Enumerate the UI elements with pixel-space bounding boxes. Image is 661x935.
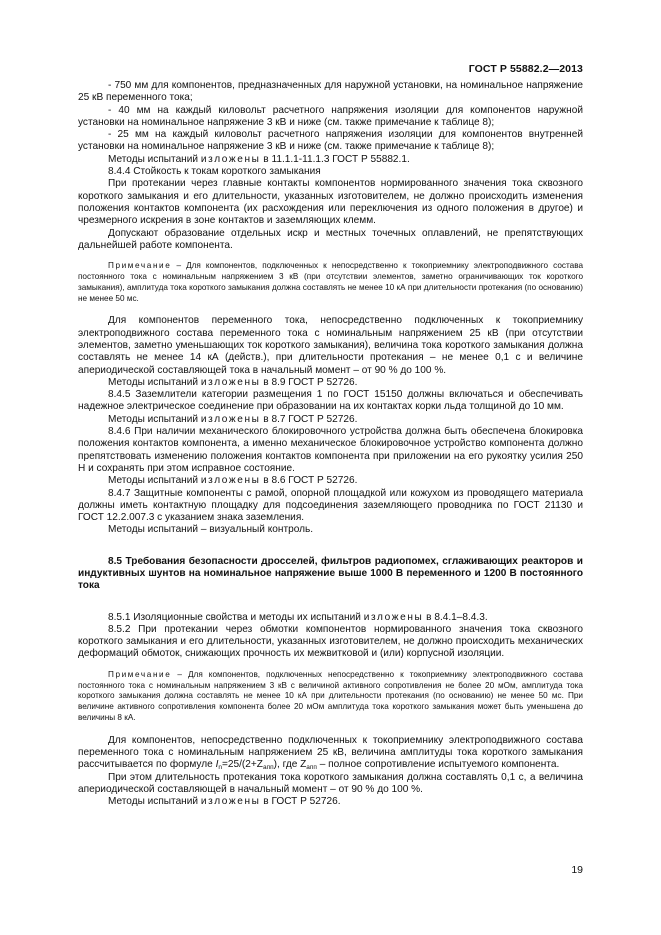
note-label: Примечание — [108, 261, 172, 271]
clause-8-5-2: 8.5.2 При протекании через обмотки компонентов нормированного значения тока сквозного короткого замыкания и его длительности, указанных изготовителем, не должно происходить механических деформаций обмоток, снижающих прочность их межвитковой и (или) корпусной изоляции. — [78, 623, 583, 660]
paragraph-test-methods-1: Методы испытаний изложены в 11.1.1-11.1.3 ГОСТ Р 55882.1. — [108, 153, 410, 165]
paragraph-duration: При этом длительность протекания тока короткого замыкания должна составлять 0,1 с, а величина апериодической составляющей в начальный момент – от 90 % до 100 %. — [78, 771, 583, 795]
document-header: ГОСТ Р 55882.2—2013 — [468, 63, 583, 75]
paragraph-ac-components: Для компонентов переменного тока, непосредственно подключенных к токоприемнику электроподвижного состава переменного тока с номинальным напряжением 25 кВ (при отсутствии элементов, заметно уменьшающих ток короткого замыкания), величина тока короткого замыкания должна составлять не менее 14 кА (действ.), при длительности протекания – не менее 0,1 с и величине апериодической составляющей тока в начальный момент – от 90 % до 100 %. — [78, 315, 583, 376]
note-1: Примечание – Для компонентов, подключенных к непосредственно к токоприемнику электроподвижного состава постоянного тока с номинальным напряжением 3 кВ (при отсутствии элементов, заметно ограничивающих ток короткого замыкания), амплитуда тока короткого замыкания должна составлять не менее 10 кА при длительности протекания (по основанию) не менее 50 мс. — [78, 261, 583, 303]
section-8-5-heading: 8.5 Требования безопасности дросселей, фильтров радиопомех, сглаживающих реакторов и индуктивных шунтов на номинальное напряжение выше 1000 В переменного и 1200 В постоянного тока — [78, 555, 583, 592]
paragraph-25mm: - 25 мм на каждый киловольт расчетного напряжения изоляции для компонентов внутренней установки на номинальное напряжение 3 кВ и ниже (см. также примечание к таблице 8); — [78, 129, 583, 153]
paragraph-40mm: - 40 мм на каждый киловольт расчетного напряжения изоляции для компонентов наружной установки на номинальное напряжение 3 кВ и ниже (см. также примечание к таблице 8); — [78, 104, 583, 128]
clause-8-5-1: 8.5.1 Изоляционные свойства и методы их испытаний изложены в 8.4.1–8.4.3. — [108, 611, 488, 623]
clause-8-4-4-title: 8.4.4 Стойкость к токам короткого замыкания — [108, 166, 321, 178]
page-number: 19 — [571, 864, 583, 876]
document-body — [78, 80, 583, 809]
note-label: Примечание — [108, 669, 172, 679]
clause-8-4-6: 8.4.6 При наличии механического блокировочного устройства должна быть обеспечена блокировка положения контактов компонента, а именно механическое блокировочное устройство компонента должно препятствовать изменению положения контактов компонента при приложении на его рукоятку усилия 250 Н и сохранять при этом исправное состояние. — [78, 426, 583, 474]
paragraph-visual-control: Методы испытаний – визуальный контроль. — [108, 524, 314, 536]
paragraph-short-circuit: При протекании через главные контакты компонентов нормированного значения тока сквозного короткого замыкания и его длительности, указанных изготовителем, не должно происходить изменения положения контактов компонента (их расхождения или переключения из одного положения в другое) и чрезмерного искрения в зоне контактов и заземляющих клемм. — [78, 178, 583, 227]
paragraph-test-methods-5: Методы испытаний изложены в ГОСТ Р 52726. — [108, 796, 341, 808]
paragraph-formula: Для компонентов, непосредственно подключенных к токоприемнику электроподвижного состава переменного тока с номинальным напряжением 25 кВ, величина амплитуды тока короткого замыкания рассчитывается по формуле $I_n=25/(2+Z_{апп})$, где $Z_{апп}$ – полное сопротивление испытуемого компонента. — [78, 734, 583, 772]
paragraph-test-methods-3: Методы испытаний изложены в 8.7 ГОСТ Р 52726. — [108, 413, 358, 425]
paragraph-test-methods-4: Методы испытаний изложены в 8.6 ГОСТ Р 52726. — [108, 475, 358, 487]
clause-8-4-5: 8.4.5 Заземлители категории размещения 1 по ГОСТ 15150 должны включаться и обеспечивать надежное электрическое соединение при образовании на их контактах корки льда толщиной до 10 мм. — [78, 389, 583, 413]
paragraph-sparks: Допускают образование отдельных искр и местных точечных оплавлений, не препятствующих дальнейшей работе компонента. — [78, 227, 583, 251]
paragraph-test-methods-2: Методы испытаний изложены в 8.9 ГОСТ Р 52726. — [108, 376, 358, 388]
note-2: Примечание – Для компонентов, подключенных непосредственно к токоприемнику электроподвижного состава постоянного тока с номинальным напряжением 3 кВ с величиной активного сопротивления не более 20 мОм, амплитуда тока короткого замыкания должна составлять не менее 10 кА при длительности протекания (по основанию) не менее 50 мс. При величине активного сопротивления компонента более 20 мОм амплитуда тока короткого замыкания может быть уменьшена до величины 8 кА. — [78, 669, 583, 722]
paragraph-750mm: - 750 мм для компонентов, предназначенных для наружной установки, на номинальное напряжение 25 кВ переменного тока; — [78, 80, 583, 104]
clause-8-4-7: 8.4.7 Защитные компоненты с рамой, опорной площадкой или кожухом из проводящего материала должны иметь контактную площадку для подсоединения заземляющего проводника по ГОСТ 21130 и ГОСТ 12.2.007.3 с указанием знака заземления. — [78, 487, 583, 524]
